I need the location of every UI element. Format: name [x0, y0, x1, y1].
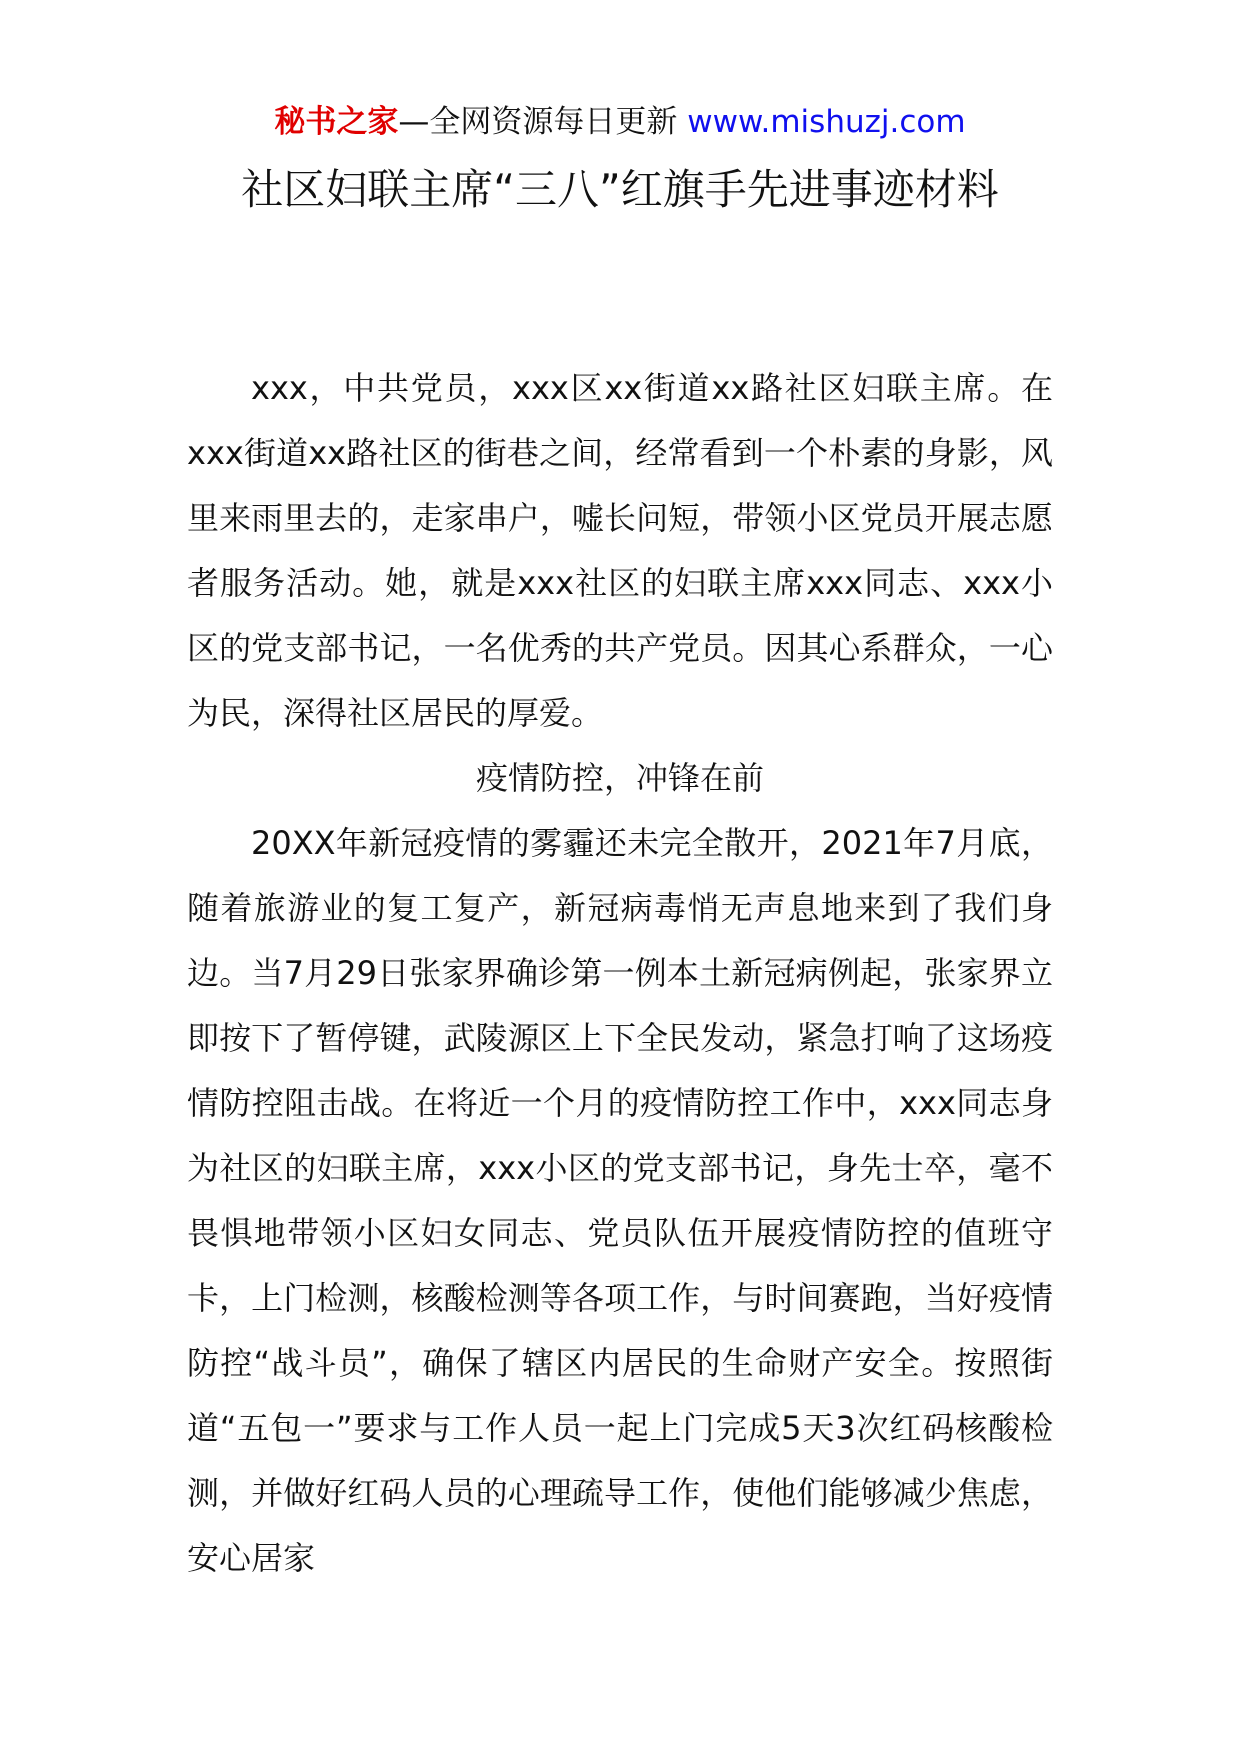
site-url-link[interactable]: www.mishuzj.com: [687, 104, 966, 140]
document-title: 社区妇联主席“三八”红旗手先进事迹材料: [241, 165, 999, 214]
intro-paragraph: xxx，中共党员，xxx区xx街道xx路社区妇联主席。在xxx街道xx路社区的街巷之间，经常看到一个朴素的身影，风里来雨里去的，走家串户，嘘长问短，带领小区党员开展志愿者服务活动。她，就是xxx社区的妇联主席xxx同志、xxx小区的党支部书记，一名优秀的共产党员。因其心系群众，一心为民，深得社区居民的厚爱。: [187, 369, 1053, 732]
site-header: [0, 100, 1240, 144]
document-body: [187, 356, 1053, 1591]
site-tagline: —全网资源每日更新: [398, 104, 688, 140]
section-heading: 疫情防控，冲锋在前: [475, 759, 764, 797]
section-paragraph: 20XX年新冠疫情的雾霾还未完全散开，2021年7月底，随着旅游业的复工复产，新冠病毒悄无声息地来到了我们身边。当7月29日张家界确诊第一例本土新冠病例起，张家界立即按下了暂停键，武陵源区上下全民发动，紧急打响了这场疫情防控阻击战。在将近一个月的疫情防控工作中，xxx同志身为社区的妇联主席，xxx小区的党支部书记，身先士卒，毫不畏惧地带领小区妇女同志、党员队伍开展疫情防控的值班守卡，上门检测，核酸检测等各项工作，与时间赛跑，当好疫情防控“战斗员”，确保了辖区内居民的生命财产安全。按照街道“五包一”要求与工作人员一起上门完成5天3次红码核酸检测，并做好红码人员的心理疏导工作，使他们能够减少焦虑，安心居家: [187, 824, 1053, 1577]
site-brand: 秘书之家: [274, 104, 399, 140]
